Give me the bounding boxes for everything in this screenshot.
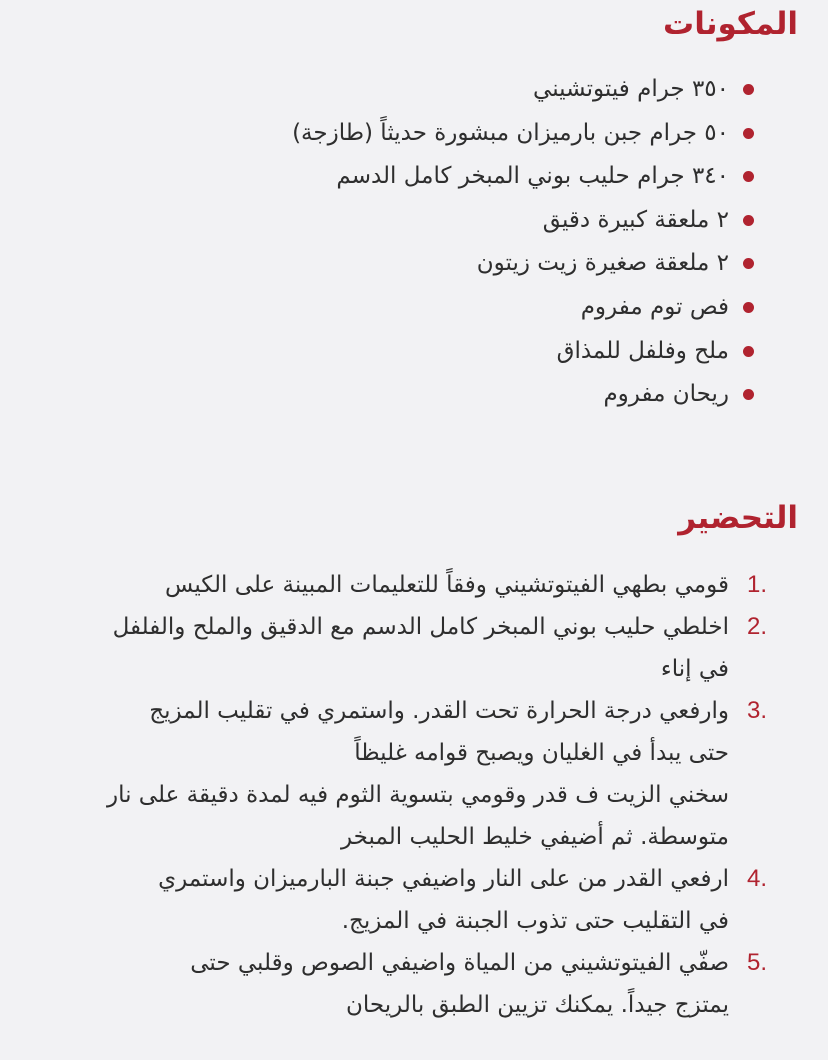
ingredient-text: ٢ ملعقة صغيرة زيت زيتون [476,250,729,277]
bullet-icon [743,171,754,182]
step-line: متوسطة. ثم أضيفي خليط الحليب المبخر [340,824,729,850]
bullet-icon [743,258,754,269]
step-number: 4. [746,865,767,892]
step-number: 1. [746,571,767,598]
ingredient-text: ٥٠ جرام جبن بارميزان مبشورة حديثاً (طازجة) [292,119,729,146]
ingredient-text: ملح وفلفل للمذاق [556,337,729,364]
step-line: اخلطي حليب بوني المبخر كامل الدسم مع الدقيق والملح والفلفل [112,614,729,640]
ingredient-item [0,242,828,286]
ingredient-item [0,68,828,112]
step-number: 2. [746,613,767,640]
step-line: في التقليب حتى تذوب الجبنة في المزيج. [341,908,729,934]
ingredients-heading: المكونات [663,6,798,42]
preparation-heading: التحضير [678,500,798,536]
ingredient-text: فص توم مفروم [580,293,729,320]
step-item [0,858,828,942]
step-number: 5. [746,949,767,976]
step-item [0,606,828,690]
ingredient-text: ٣٥٠ جرام فيتوتشيني [533,76,729,102]
step-line: صفّي الفيتوتشيني من المياة واضيفي الصوص وقلبي حتى [190,950,729,976]
step-item [0,690,828,858]
ingredient-item [0,330,828,374]
step-line: ارفعي القدر من على النار واضيفي جبنة البارميزان واستمري [158,866,729,892]
bullet-icon [743,389,754,400]
bullet-icon [743,302,754,313]
bullet-icon [743,128,754,139]
step-number: 3. [746,697,767,724]
ingredient-text: ٢ ملعقة كبيرة دقيق [542,206,729,233]
step-item [0,564,828,606]
step-line: سخني الزيت ف قدر وقومي بتسوية الثوم فيه لمدة دقيقة على نار [106,782,729,808]
step-line: يمتزج جيداً. يمكنك تزيين الطبق بالريحان [346,992,729,1018]
ingredient-item [0,155,828,199]
step-line: في إناء [660,656,729,682]
step-line: حتى يبدأ في الغليان ويصبح قوامه غليظاً [354,740,729,766]
step-line: قومي بطهي الفيتوتشيني وفقاً للتعليمات المبينة على الكيس [165,572,729,598]
ingredient-text: ريحان مفروم [603,381,729,408]
ingredient-item [0,112,828,156]
bullet-icon [743,84,754,95]
bullet-icon [743,215,754,226]
ingredient-text: ٣٤٠ جرام حليب بوني المبخر كامل الدسم [336,163,729,190]
ingredients-list [0,68,828,417]
bullet-icon [743,346,754,357]
step-line: وارفعي درجة الحرارة تحت القدر. واستمري في تقليب المزيج [149,698,729,724]
step-item [0,942,828,1026]
ingredient-item [0,373,828,417]
preparation-steps [0,564,828,1026]
ingredient-item [0,199,828,243]
ingredient-item [0,286,828,330]
